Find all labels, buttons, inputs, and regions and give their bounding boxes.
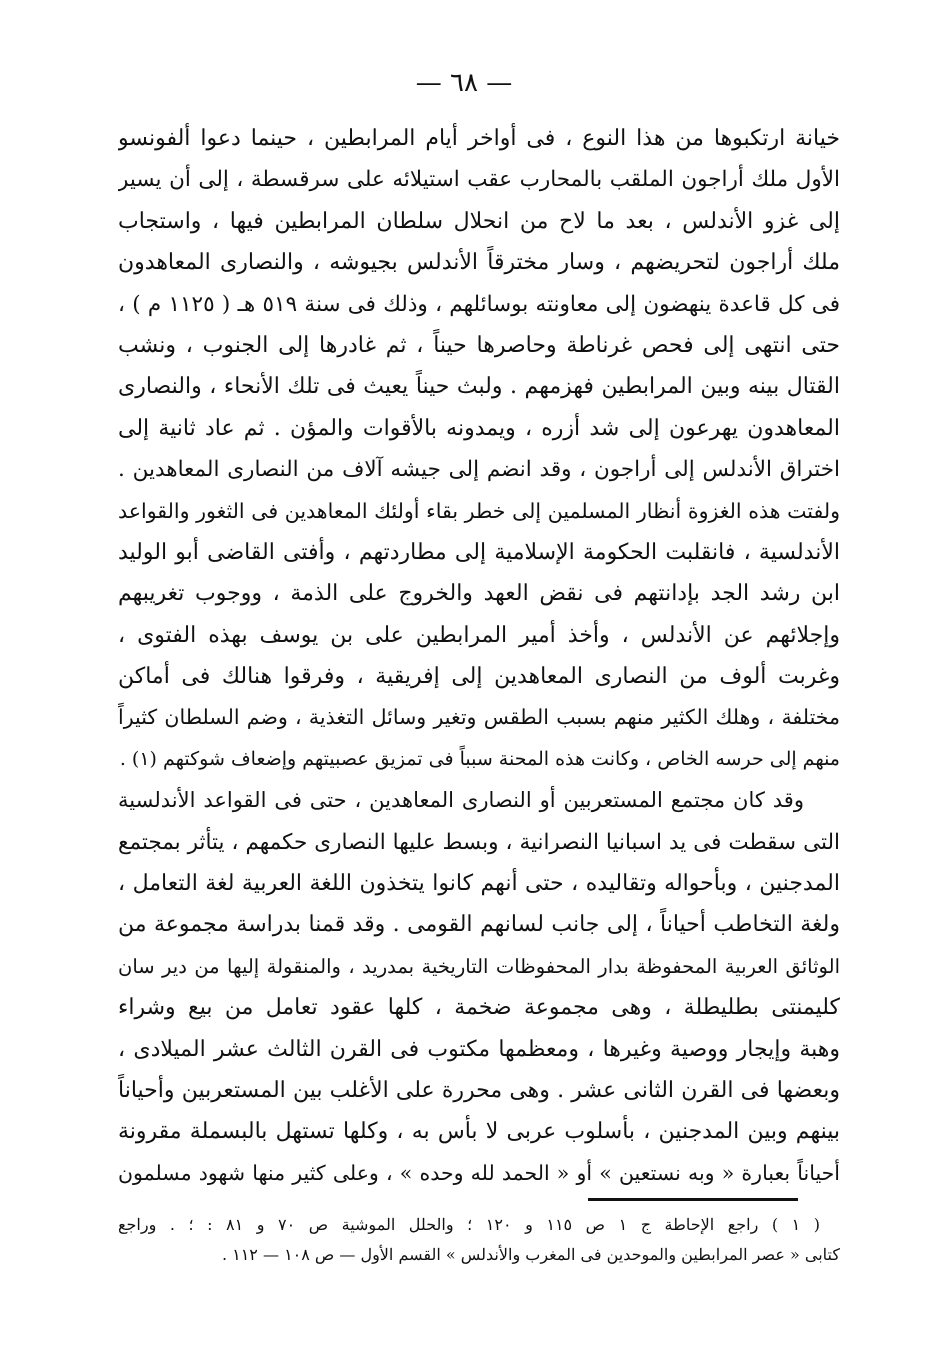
text-line: إلى غزو الأندلس ، بعد ما لاح من انحلال سلطان المرابطين فيها ، واستجاب — [118, 208, 840, 234]
body-text — [118, 118, 840, 1194]
text-line: التى سقطت فى يد اسبانيا النصرانية ، وبسط عليها النصارى حكمهم ، يتأثر بمجتمع — [118, 829, 840, 855]
footnote-line: كتابى « عصر المرابطين والموحدين فى المغرب والأندلس » القسم الأول — ص ١٠٨ — ١١٢ . — [221, 1245, 840, 1264]
text-line: بينهم وبين المدجنين ، بأسلوب عربى لا بأس به ، وكلها تستهل بالبسملة مقرونة — [118, 1119, 840, 1145]
text-line: الأول ملك أراجون الملقب بالمحارب عقب استيلائه على سرقسطة ، إلى أن يسير — [118, 167, 840, 193]
footnotes — [118, 1210, 840, 1270]
text-line: القتال بينه وبين المرابطين فهزمهم . ولبث حيناً يعيث فى تلك الأنحاء ، والنصارى — [118, 374, 840, 400]
text-line: الأندلسية ، فانقلبت الحكومة الإسلامية إلى مطاردتهم ، وأفتى القاضى أبو الوليد — [118, 539, 840, 565]
text-line: فى كل قاعدة ينهضون إلى معاونته بوسائلهم ، وذلك فى سنة ٥١٩ هـ ( ١١٢٥ م ) ، — [118, 291, 840, 317]
text-line-paragraph-start: وقد كان مجتمع المستعربين أو النصارى المعاهدين ، حتى فى القواعد الأندلسية — [118, 788, 804, 813]
text-line: حتى انتهى إلى فحص غرناطة وحاصرها حيناً ، ثم غادرها إلى الجنوب ، ونشب — [118, 332, 840, 358]
text-line: ولفتت هذه الغزوة أنظار المسلمين إلى خطر بقاء أولئك المعاهدين فى الثغور والقواعد — [118, 498, 840, 523]
text-line: المعاهدون يهرعون إلى شد أزره ، ويمدونه بالأقوات والمؤن . ثم عاد ثانية إلى — [118, 415, 840, 441]
text-line: الوثائق العربية المحفوظة بدار المحفوظات التاريخية بمدريد ، والمنقولة إليها من دير سان — [118, 954, 840, 978]
text-line: مختلفة ، وهلك الكثير منهم بسبب الطقس وتغير وسائل التغذية ، وضم السلطان كثيراً — [118, 705, 840, 730]
text-line: المدجنين ، وبأحواله وتقاليده ، حتى أنهم كانوا يتخذون اللغة العربية لغة التعامل ، — [118, 871, 840, 897]
text-line: وإجلائهم عن الأندلس ، وأخذ أمير المرابطين على بن يوسف بهذه الفتوى ، — [118, 622, 840, 648]
footnote-line: ( ١ ) راجع الإحاطة ج ١ ص ١١٥ و ١٢٠ ؛ والحلل الموشية ص ٧٠ و ٨١ : ؛ . وراجع — [118, 1215, 821, 1234]
text-line: وغربت ألوف من النصارى المعاهدين إلى إفريقية ، وفرقوا هنالك فى أماكن — [118, 664, 840, 690]
footnote-separator — [588, 1198, 798, 1201]
text-line-paragraph-end: منهم إلى حرسه الخاص ، وكانت هذه المحنة سبباً فى تمزيق عصبيتهم وإضعاف شوكتهم (١) . — [119, 747, 840, 770]
text-line: وهبة وإيجار ووصية وغيرها ، ومعظمها مكتوب فى القرن الثالث عشر الميلادى ، — [118, 1036, 840, 1062]
text-line: أحياناً بعبارة « وبه نستعين » أو « الحمد لله وحده » ، وعلى كثير منها شهود مسلمون — [118, 1160, 840, 1185]
text-line: اختراق الأندلس إلى أراجون ، وقد انضم إلى جيشه آلاف من النصارى المعاهدين . — [118, 457, 840, 483]
text-line: وبعضها فى القرن الثانى عشر . وهى محررة على الأغلب بين المستعربين وأحياناً — [118, 1077, 840, 1103]
text-line: كليمنتى بطليطلة ، وهى مجموعة ضخمة ، كلها عقود تعامل من بيع وشراء — [118, 995, 840, 1021]
text-line: ابن رشد الجد بإدانتهم فى نقض العهد والخروج على الذمة ، ووجوب تغريبهم — [118, 581, 840, 607]
page-number: — ٦٨ — — [415, 68, 513, 98]
text-line: خيانة ارتكبوها من هذا النوع ، فى أواخر أيام المرابطين ، حينما دعوا ألفونسو — [118, 126, 840, 151]
text-line: ملك أراجون لتحريضهم ، وسار مخترقاً الأندلس بجيوشه ، والنصارى المعاهدون — [118, 250, 840, 276]
text-line: ولغة التخاطب أحياناً ، إلى جانب لسانهم القومى . وقد قمنا بدراسة مجموعة من — [118, 912, 840, 938]
